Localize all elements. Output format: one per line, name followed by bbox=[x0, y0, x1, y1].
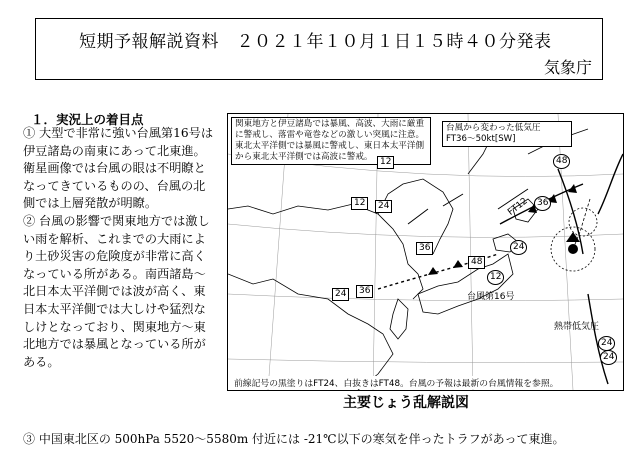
speed-label: 24 bbox=[375, 200, 392, 213]
paragraph-1: ① 大型で非常に強い台風第16号は伊豆諸島の南東にあって北東進。衛星画像では台風の眼は不明瞭となってきているものの、台風の北側では上層発散が明瞭。 bbox=[23, 126, 214, 211]
header-box bbox=[35, 18, 603, 80]
document-title: 短期予報解説資料 ２０２１年１０月１日１５時４０分発表 bbox=[79, 32, 552, 52]
speed-label: 12 bbox=[351, 197, 368, 210]
speed-label: 36 bbox=[534, 196, 551, 211]
speed-label: 36 bbox=[416, 242, 433, 255]
speed-label: 48 bbox=[468, 256, 485, 269]
paragraph-2: ② 台風の影響で関東地方では激しい雨を解析、これまでの大雨により土砂災害の危険度が非常に高くなっている所がある。南西諸島～北日本太平洋側では波が高く、東日本太平洋側では大しけや猛烈なしけとなっており、関東地方～東北地方では暴風となっている所がある。 bbox=[23, 213, 210, 369]
figure-caption: 主要じょう乱解説図 bbox=[343, 395, 469, 411]
paragraph-3: ③ 中国東北区の 500hPa 5520～5580m 付近には -21℃以下の寒気を伴ったトラフがあって東進。 bbox=[23, 432, 565, 446]
speed-label: 12 bbox=[377, 156, 394, 169]
low-pressure-note-line2: FT36～50kt[SW] bbox=[446, 134, 516, 144]
map-caption: 前線記号の黒塗りはFT24、白抜きはFT48。台風の予報は最新の台風情報を参照。 bbox=[234, 376, 558, 389]
section-heading: １．実況上の着目点 bbox=[31, 112, 144, 127]
disturbance-map bbox=[227, 113, 624, 391]
speed-label: 24 bbox=[332, 288, 349, 301]
ft12-label: FT12 bbox=[506, 196, 530, 218]
speed-label: 24 bbox=[598, 336, 615, 351]
body-text bbox=[23, 125, 213, 371]
speed-label: 48 bbox=[553, 154, 570, 169]
speed-label: 12 bbox=[487, 270, 504, 285]
low-pressure-note bbox=[442, 121, 572, 147]
warning-note: 関東地方と伊豆諸島では暴風、高波、大雨に厳重に警戒し、落雷や竜巻などの激しい突風に注意。東北太平洋側では暴風に警戒し、東日本太平洋側から東北太平洋側では高波に警戒。 bbox=[231, 117, 431, 165]
speed-label: 24 bbox=[510, 240, 527, 255]
agency-name: 気象庁 bbox=[543, 58, 592, 77]
tropical-low-label: 熱帯低気圧 bbox=[554, 322, 600, 332]
speed-label: 24 bbox=[600, 350, 617, 365]
typhoon-label: 台風第16号 bbox=[467, 292, 515, 302]
low-pressure-note-line1: 台風から変わった低気圧 bbox=[446, 123, 541, 133]
speed-label: 36 bbox=[356, 285, 373, 298]
